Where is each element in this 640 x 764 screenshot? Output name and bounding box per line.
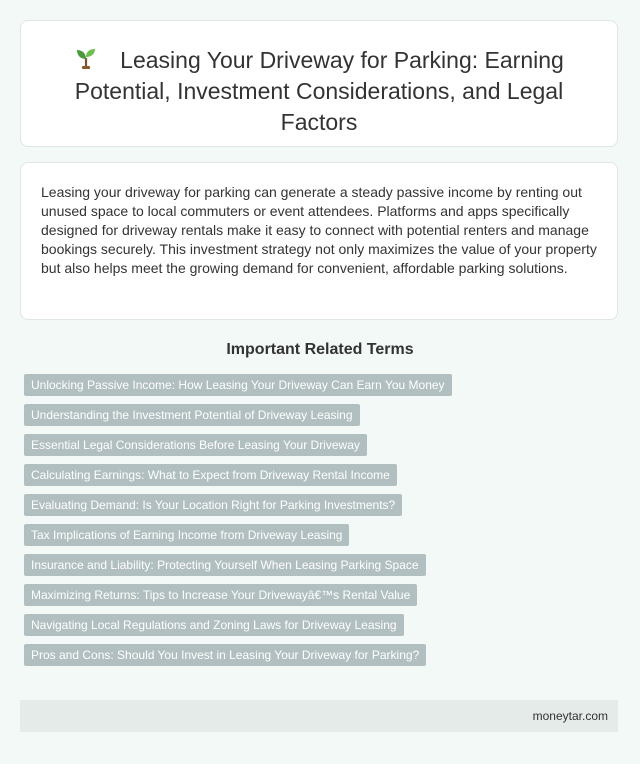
related-terms-list (24, 374, 624, 674)
related-term-link[interactable]: Unlocking Passive Income: How Leasing Your Driveway Can Earn You Money (24, 374, 452, 396)
related-term-link[interactable]: Pros and Cons: Should You Invest in Leasing Your Driveway for Parking? (24, 644, 426, 666)
sprout-icon (74, 46, 98, 70)
related-term-link[interactable]: Navigating Local Regulations and Zoning Laws for Driveway Leasing (24, 614, 404, 636)
footer-site-link[interactable]: moneytar.com (532, 709, 608, 723)
related-term-link[interactable]: Calculating Earnings: What to Expect from Driveway Rental Income (24, 464, 397, 486)
related-term-link[interactable]: Maximizing Returns: Tips to Increase Your Drivewayâ€™s Rental Value (24, 584, 417, 606)
related-term-link[interactable]: Tax Implications of Earning Income from Driveway Leasing (24, 524, 349, 546)
intro-card (20, 162, 618, 320)
related-terms-heading: Important Related Terms (226, 341, 414, 358)
related-term-link[interactable]: Essential Legal Considerations Before Leasing Your Driveway (24, 434, 367, 456)
title-card (20, 20, 618, 147)
page-title-text: Leasing Your Driveway for Parking: Earning Potential, Investment Considerations, and Legal Factors (74, 47, 564, 135)
intro-paragraph: Leasing your driveway for parking can generate a steady passive income by renting out unused space to local commuters or event attendees. Platforms and apps specifically designed for driveway rentals make it easy to connect with potential renters and manage bookings securely. This investment strategy not only maximizes the value of your property but also helps meet the growing demand for convenient, affordable parking solutions. (41, 184, 597, 276)
footer (20, 700, 618, 732)
page-title (21, 21, 617, 138)
related-term-link[interactable]: Insurance and Liability: Protecting Yourself When Leasing Parking Space (24, 554, 426, 576)
related-term-link[interactable]: Understanding the Investment Potential of Driveway Leasing (24, 404, 360, 426)
related-term-link[interactable]: Evaluating Demand: Is Your Location Right for Parking Investments? (24, 494, 402, 516)
